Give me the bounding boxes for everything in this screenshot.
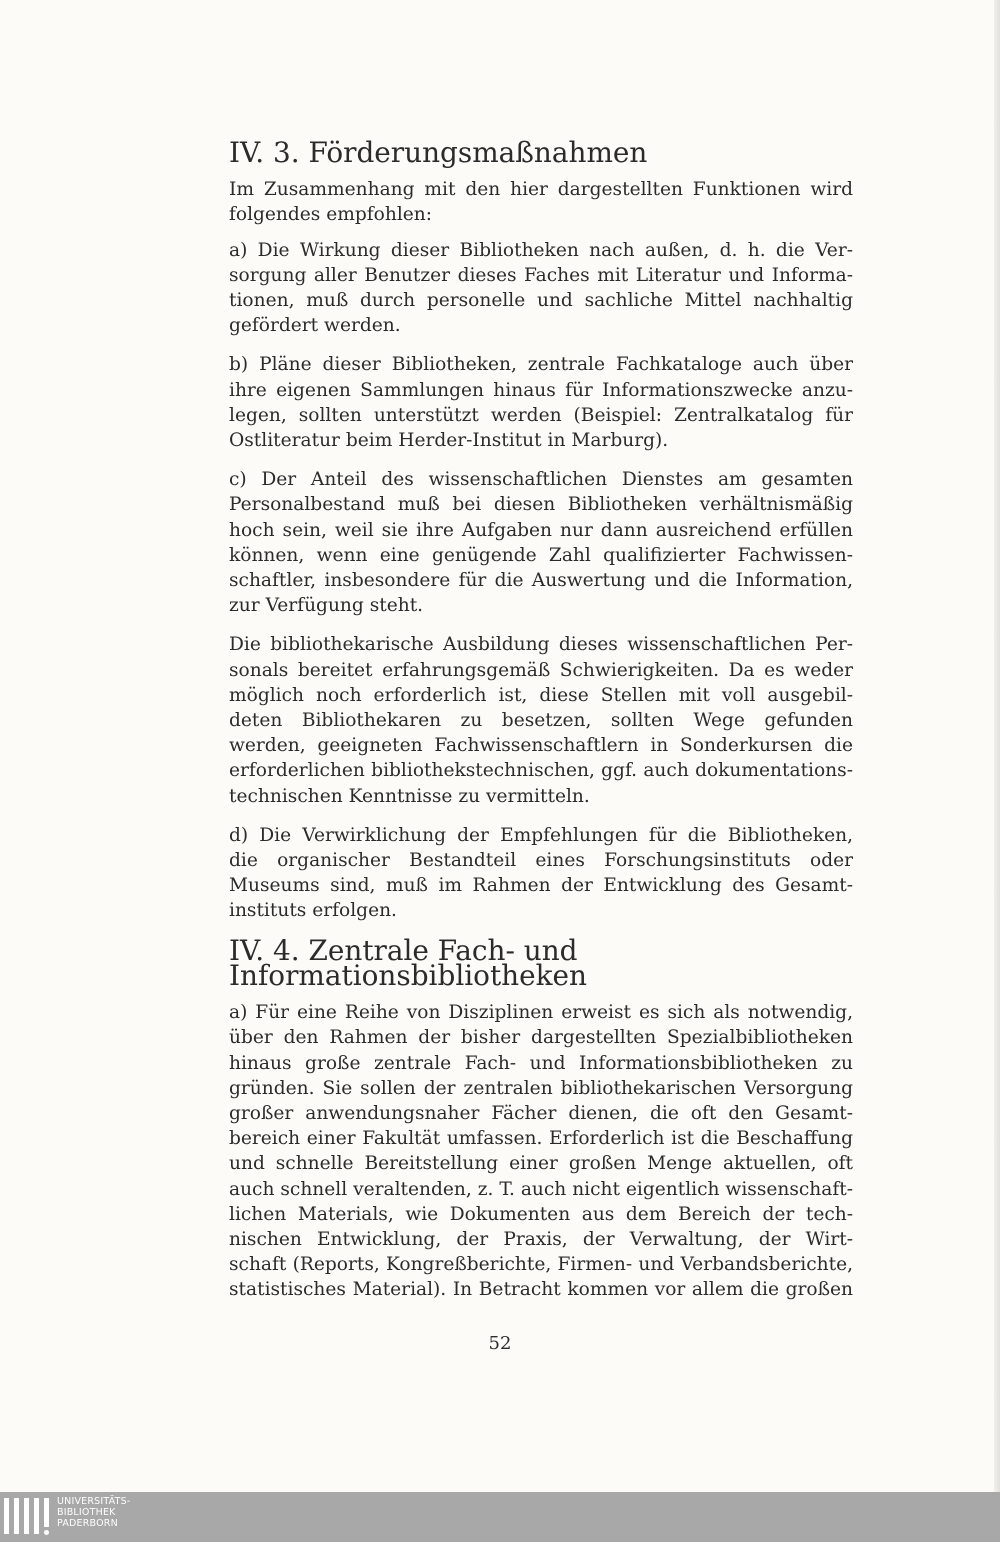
page-content [229,136,853,1317]
text-line: Personalbestand muß bei diesen Bibliotheken verhältnismäßig [229,494,853,516]
section-heading: IV. 4. Zentrale Fach- und Informationsbibliotheken [229,933,588,992]
text-line: Ostliteratur beim Herder-Institut in Marburg). [229,430,669,452]
paragraph-d [229,823,853,924]
text-line: schaft (Reports, Kongreßberichte, Firmen- und Verbandsberichte, [229,1254,853,1276]
text-line: auch schnell veraltenden, z. T. auch nicht eigentlich wissenschaft- [229,1178,853,1200]
section-heading: IV. 3. Förderungsmaßnahmen [229,136,648,169]
page-edge [994,0,1000,1492]
library-name [57,1496,130,1529]
library-name-line: PADERBORN [57,1518,118,1529]
logo-bar [34,1498,39,1534]
page-number: 52 [488,1333,512,1354]
text-line: über den Rahmen der bisher dargestellten Spezialbibliotheken [229,1027,853,1049]
text-line: a) Die Wirkung dieser Bibliotheken nach außen, d. h. die Ver- [229,239,853,261]
library-name-line: BIBLIOTHEK [57,1507,116,1518]
paragraph-b [229,352,853,453]
text-line: sorgung aller Benutzer dieses Faches mit Literatur und Informa- [229,264,853,286]
logo-bar [24,1498,29,1534]
section-iv-4 [229,933,853,1303]
text-line: möglich noch erforderlich ist, diese Stellen mit voll ausgebil- [229,684,853,706]
text-line: erforderlichen bibliothekstechnischen, ggf. auch dokumentations- [229,760,853,782]
library-bars-icon [4,1498,49,1534]
text-line: die organischer Bestandteil eines Forschungsinstituts oder [229,850,853,872]
text-line: folgendes empfohlen: [229,204,433,226]
text-line: und schnelle Bereitstellung einer großen Menge aktuellen, oft [229,1153,853,1175]
section-iv-3 [229,136,853,924]
paragraph-training [229,632,853,808]
text-line: tionen, muß durch personelle und sachliche Mittel nachhaltig [229,290,853,312]
text-line: schaftler, insbesondere für die Auswertung und die Information, [229,570,853,592]
text-line: gründen. Sie sollen der zentralen bibliothekarischen Versorgung [229,1077,853,1099]
text-line: gefördert werden. [229,315,401,337]
text-line: b) Pläne dieser Bibliotheken, zentrale Fachkataloge auch über [229,354,853,376]
text-line: ihre eigenen Sammlungen hinaus für Informationszwecke anzu- [229,379,853,401]
text-line: zur Verfügung steht. [229,595,424,617]
library-name-line: UNIVERSITÄTS- [57,1496,131,1507]
text-line: hinaus große zentrale Fach- und Informationsbibliotheken zu [229,1052,853,1074]
text-line: werden, geeigneten Fachwissenschaftlern in Sonderkursen die [229,735,853,757]
paragraph-intro [229,177,853,227]
text-line: hoch sein, weil sie ihre Aufgaben nur dann ausreichend erfüllen [229,519,853,541]
text-line: lichen Materials, wie Dokumenten aus dem Bereich der tech- [229,1203,853,1225]
text-line: bereich einer Fakultät umfassen. Erforderlich ist die Beschaffung [229,1128,853,1150]
paragraph-a [229,1000,853,1302]
library-logo [4,1496,130,1538]
text-line: großer anwendungsnaher Fächer dienen, die oft den Gesamt- [229,1102,853,1124]
logo-bar [44,1498,49,1527]
text-line: a) Für eine Reihe von Disziplinen erweist es sich als notwendig, [229,1002,853,1024]
logo-bar [4,1498,9,1534]
text-line: nischen Entwicklung, der Praxis, der Verwaltung, der Wirt- [229,1228,853,1250]
text-line: c) Der Anteil des wissenschaftlichen Dienstes am gesamten [229,469,853,491]
text-line: Museums sind, muß im Rahmen der Entwicklung des Gesamt- [229,875,853,897]
text-line: technischen Kenntnisse zu vermitteln. [229,785,590,807]
text-line: instituts erfolgen. [229,900,397,922]
text-line: statistisches Material). In Betracht kommen vor allem die großen [229,1279,853,1301]
text-line: Die bibliothekarische Ausbildung dieses wissenschaftlichen Per- [229,634,853,656]
text-line: legen, sollten unterstützt werden (Beispiel: Zentralkatalog für [229,404,853,426]
text-line: Im Zusammenhang mit den hier dargestellten Funktionen wird [229,179,853,201]
text-line: sonals bereitet erfahrungsgemäß Schwierigkeiten. Da es weder [229,659,853,681]
text-line: können, wenn eine genügende Zahl qualifizierter Fachwissen- [229,544,853,566]
logo-bar [14,1498,19,1534]
library-footer-bar [0,1492,1000,1542]
paragraph-a [229,238,853,339]
text-line: d) Die Verwirklichung der Empfehlungen für die Bibliotheken, [229,824,853,846]
paragraph-c [229,467,853,618]
text-line: deten Bibliothekaren zu besetzen, sollten Wege gefunden [229,710,853,732]
